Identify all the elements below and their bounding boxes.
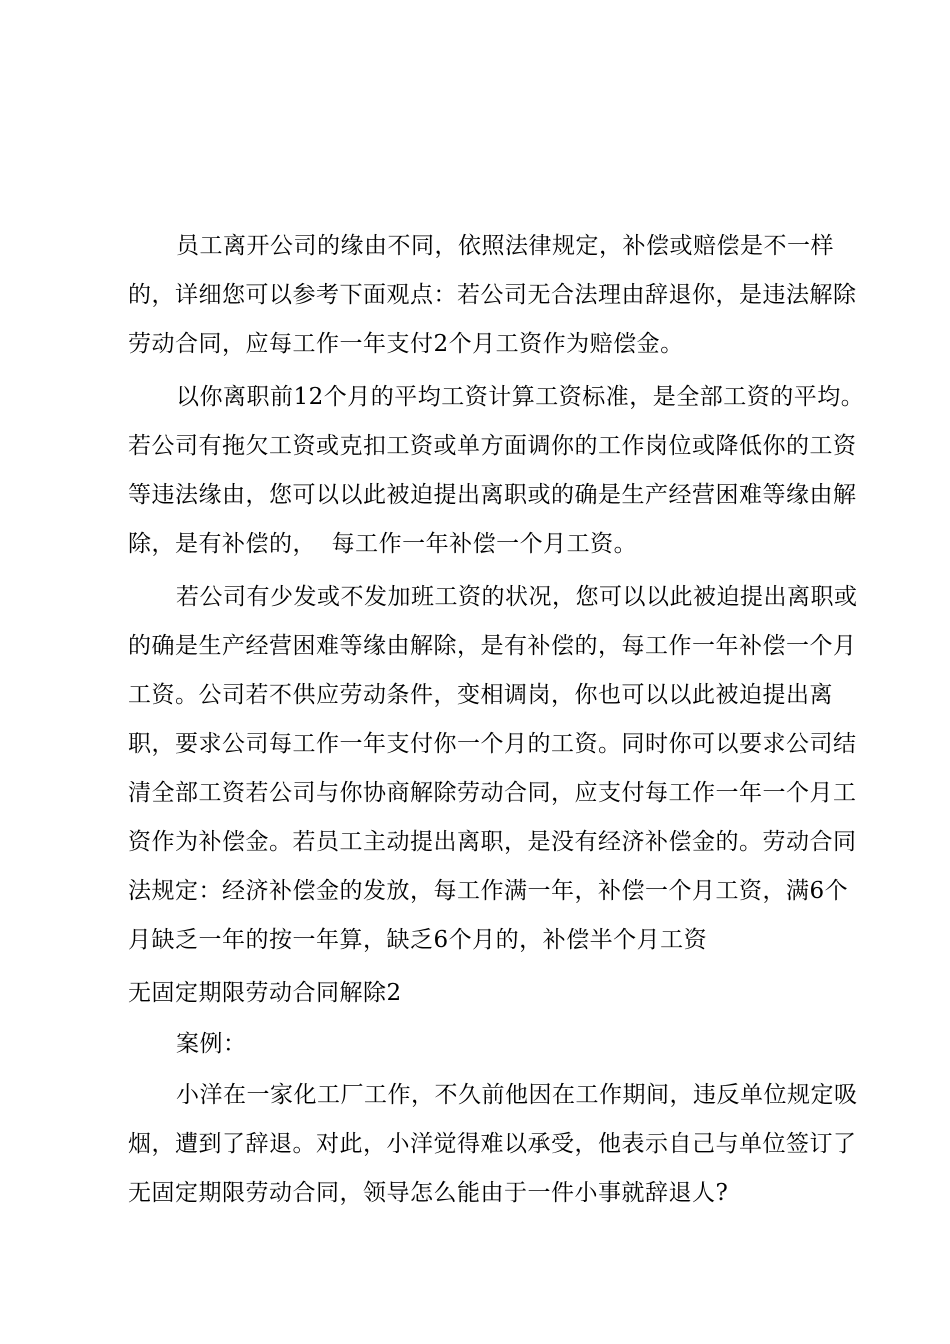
text-line: 若公司有拖欠工资或克扣工资或单方面调你的工作岗位或降低你的工资	[128, 433, 857, 459]
text-line: 等违法缘由，您可以以此被迫提出离职或的确是生产经营困难等缘由解	[128, 482, 857, 508]
paragraph-2-line-1	[0, 337, 950, 410]
paragraph-3-line-2	[0, 586, 950, 659]
paragraph-3-line-7	[0, 831, 950, 904]
case-label-line	[0, 984, 950, 1057]
text-line: 无固定期限劳动合同，领导怎么能由于一件小事就辞退人?	[128, 1180, 729, 1206]
paragraph-5-line-1	[0, 1035, 950, 1108]
paragraph-5-line-2	[0, 1084, 950, 1157]
text-line: 资作为补偿金。若员工主动提出离职，是没有经济补偿金的。劳动合同	[128, 829, 857, 855]
paragraph-2-line-4	[0, 484, 950, 557]
text-line: 的，详细您可以参考下面观点：若公司无合法理由辞退你，是违法解除	[128, 282, 857, 308]
paragraph-3-line-3	[0, 635, 950, 708]
text-line: 月缺乏一年的按一年算，缺乏6个月的，补偿半个月工资	[128, 927, 708, 953]
text-line: 烟，遭到了辞退。对此，小洋觉得难以承受，他表示自己与单位签订了	[128, 1131, 857, 1157]
paragraph-3-line-5	[0, 733, 950, 806]
paragraph-1-line-3	[0, 284, 950, 357]
text-line: 若公司有少发或不发加班工资的状况，您可以以此被迫提出离职或	[176, 584, 858, 610]
paragraph-1-line-2	[0, 235, 950, 308]
section-heading	[0, 933, 950, 1006]
text-line: 的确是生产经营困难等缘由解除，是有补偿的，每工作一年补偿一个月	[128, 633, 857, 659]
text-line: 工资。公司若不供应劳动条件，变相调岗，你也可以以此被迫提出离	[128, 682, 833, 708]
paragraph-3-line-8	[0, 880, 950, 953]
paragraph-3-line-4	[0, 684, 950, 757]
case-label: 案例：	[176, 1031, 247, 1057]
paragraph-2-line-2	[0, 386, 950, 459]
paragraph-5-line-3	[0, 1133, 950, 1206]
text-line: 劳动合同，应每工作一年支付2个月工资作为赔偿金。	[128, 331, 684, 357]
text-line: 小洋在一家化工厂工作，不久前他因在工作期间，违反单位规定吸	[176, 1082, 858, 1108]
text-line: 员工离开公司的缘由不同，依照法律规定，补偿或赔偿是不一样	[176, 233, 834, 259]
paragraph-3-line-6	[0, 782, 950, 855]
text-line: 除，是有补偿的， 每工作一年补偿一个月工资。	[128, 531, 638, 557]
text-line: 以你离职前12个月的平均工资计算工资标准，是全部工资的平均。	[176, 384, 865, 410]
paragraph-3-line-1	[0, 537, 950, 610]
text-line: 清全部工资若公司与你协商解除劳动合同，应支付每工作一年一个月工	[128, 780, 857, 806]
text-line: 职，要求公司每工作一年支付你一个月的工资。同时你可以要求公司结	[128, 731, 857, 757]
paragraph-2-line-3	[0, 435, 950, 508]
text-line: 法规定：经济补偿金的发放，每工作满一年，补偿一个月工资，满6个	[128, 878, 849, 904]
paragraph-1-line-1	[0, 186, 950, 259]
heading-text: 无固定期限劳动合同解除2	[128, 980, 402, 1006]
